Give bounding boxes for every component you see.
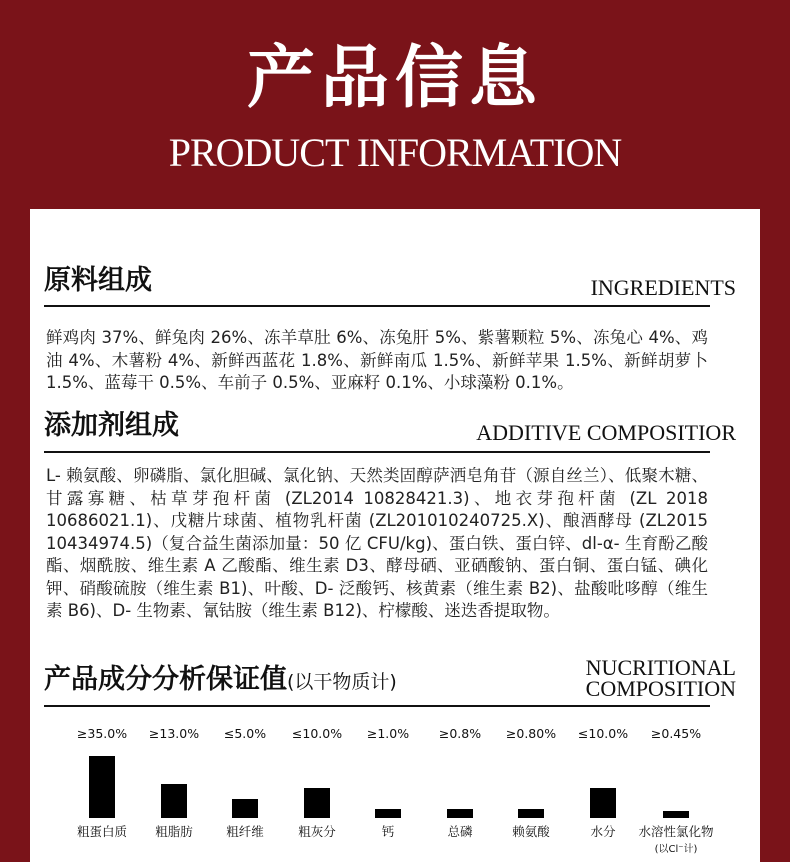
bar-value-label: ≤10.0% xyxy=(291,726,343,741)
analysis-title-en-line1: NUCRITIONAL xyxy=(585,655,736,680)
bar-value-label: ≥0.8% xyxy=(438,726,482,741)
bar-value-label: ≥1.0% xyxy=(366,726,410,741)
bar-category-label: 粗纤维 xyxy=(226,824,264,839)
ingredients-text: 鲜鸡肉 37%、鲜兔肉 26%、冻羊草肚 6%、冻兔肝 5%、紫薯颗粒 5%、冻兔心 4%、鸡油 4%、木薯粉 4%、新鲜西蓝花 1.8%、新鲜南瓜 1.5%、新鲜苹果 1.5%、新鲜胡萝卜 1.5%、蓝莓干 0.5%、车前子 0.5%、亚麻籽 0.1%、小球藻粉 0.1%。 xyxy=(46,328,708,392)
analysis-title-note: (以干物质计) xyxy=(287,671,397,693)
ingredients-divider xyxy=(44,305,710,307)
bar-value-label: ≥0.80% xyxy=(505,726,557,741)
page-title: 产品信息 xyxy=(246,38,543,118)
bar-category-label: 粗脂肪 xyxy=(155,824,193,839)
page-subtitle: PRODUCT INFORMATION xyxy=(168,130,622,175)
ingredients-title-en: INGREDIENTS xyxy=(590,275,736,300)
ingredients-title: 原料组成 xyxy=(44,265,152,296)
bar-category-note: (以Cl⁻计) xyxy=(654,844,698,855)
bar-value-label: ≤5.0% xyxy=(223,726,267,741)
bar-category-label: 总磷 xyxy=(447,824,473,839)
bar-value-label: ≥0.45% xyxy=(650,726,702,741)
analysis-title xyxy=(44,663,397,699)
analysis-title-en-line2: COMPOSITION xyxy=(585,676,736,701)
bar-category-label: 水分 xyxy=(590,824,616,839)
bar-value-label: ≥13.0% xyxy=(148,726,200,741)
additives-text: L- 赖氨酸、卵磷脂、氯化胆碱、氯化钠、天然类固醇萨洒皂角苷（源自丝兰）、低聚木糖、甘露寡糖、枯草芽孢杆菌 (ZL2014 10828421.3)、地衣芽孢杆菌 (ZL 2018 10686021.1)、戊糖片球菌、植物乳杆菌 (ZL201010240725.X)、酿酒酵母 (ZL2015 10434974.5)（复合益生菌添加量：50 亿 CFU/kg)、蛋白铁、蛋白锌、dl-α- 生育酚乙酸酯、烟酰胺、维生素 A 乙酸酯、维生素 D3、酵母硒、亚硒酸钠、蛋白铜、蛋白锰、碘化钾、硝酸硫胺（维生素 B1)、叶酸、D- 泛酸钙、核黄素（维生素 B2)、盐酸吡哆醇（维生素 B6)、D- 生物素、氰钴胺（维生素 B12)、柠檬酸、迷迭香提取物。 xyxy=(46,466,708,620)
bar-value-label: ≤10.0% xyxy=(577,726,629,741)
bar-category-label: 粗灰分 xyxy=(298,824,336,839)
bar-value-label: ≥35.0% xyxy=(76,726,128,741)
additives-divider xyxy=(44,451,710,453)
additives-title-en: ADDITIVE COMPOSITIOR xyxy=(476,420,736,445)
bar-category-label: 水溶性氯化物 xyxy=(638,824,714,839)
bar-category-label: 钙 xyxy=(381,824,395,839)
additives-title: 添加剂组成 xyxy=(44,410,179,441)
analysis-divider xyxy=(44,705,710,707)
bar-category-label: 粗蛋白质 xyxy=(76,824,128,839)
bar-category-label: 赖氨酸 xyxy=(512,824,550,839)
analysis-title-text: 产品成分分析保证值 xyxy=(44,664,287,695)
